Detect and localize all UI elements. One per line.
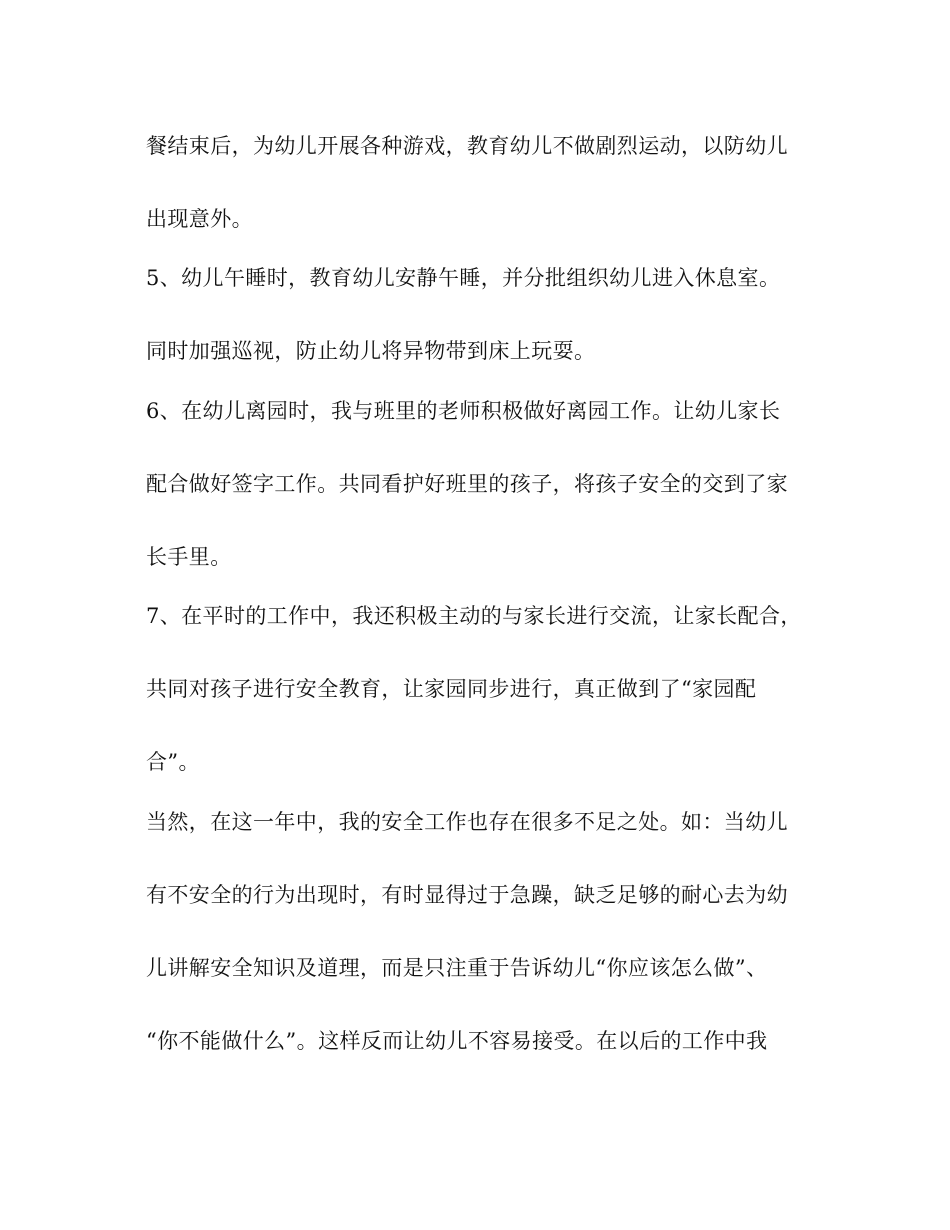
text-line: 共同对孩子进行安全教育，让家园同步进行，真正做到了“家园配: [146, 677, 757, 701]
text-line: 长手里。: [146, 545, 232, 569]
text-line: 有不安全的行为出现时，有时显得过于急躁，缺乏足够的耐心去为幼: [146, 883, 788, 907]
text-line: 同时加强巡视，防止幼儿将异物带到床上玩耍。: [146, 339, 596, 363]
text-line: “你不能做什么”。这样反而让幼儿不容易接受。在以后的工作中我: [146, 1029, 768, 1053]
text-line: 儿讲解安全知识及道理，而是只注重于告诉幼儿“你应该怎么做”、: [146, 956, 768, 980]
text-line: 当然，在这一年中，我的安全工作也存在很多不足之处。如：当幼儿: [146, 810, 788, 834]
text-line: 配合做好签字工作。共同看护好班里的孩子，将孩子安全的交到了家: [146, 472, 788, 496]
text-line: 5、幼儿午睡时，教育幼儿安静午睡，并分批组织幼儿进入休息室。: [146, 266, 781, 290]
text-line: 出现意外。: [146, 207, 253, 231]
text-line: 餐结束后，为幼儿开展各种游戏，教育幼儿不做剧烈运动，以防幼儿: [146, 134, 788, 158]
text-line: 合”。: [146, 750, 200, 774]
text-line: 7、在平时的工作中，我还积极主动的与家长进行交流，让家长配合，: [146, 604, 802, 628]
text-line: 6、在幼儿离园时，我与班里的老师积极做好离园工作。让幼儿家长: [146, 399, 781, 423]
